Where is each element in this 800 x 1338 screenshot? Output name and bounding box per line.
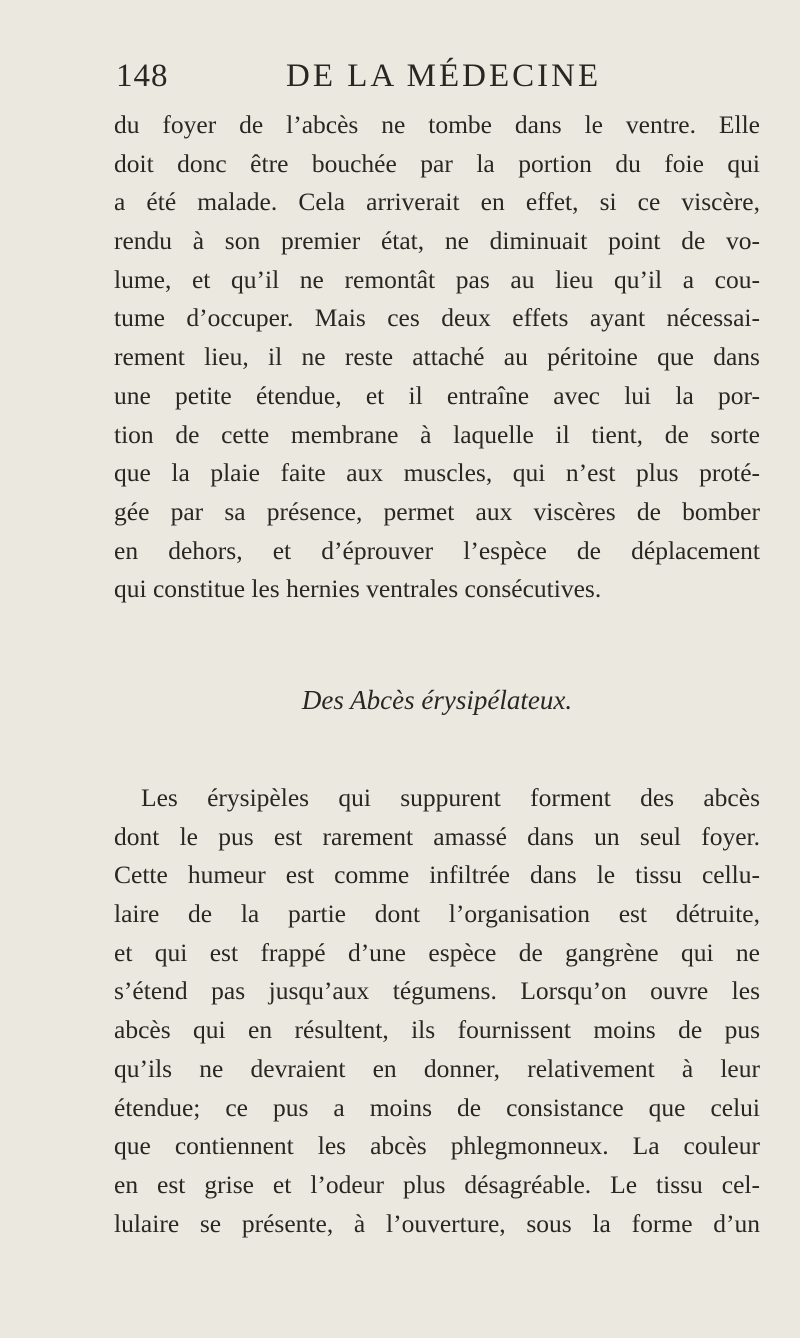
text-line: gée par sa présence, permet aux viscères de bomber [114,496,760,526]
text-line: Cette humeur est comme infiltrée dans le tissu cellu- [114,860,760,890]
text-line: lume, et qu’il ne remontât pas au lieu qu’il a cou- [114,264,760,294]
text-line: qui constitue les hernies ventrales consécutives. [114,574,602,604]
text-line: en dehors, et d’éprouver l’espèce de déplacement [114,535,760,565]
running-title: DE LA MÉDECINE [286,58,602,94]
text-line: lulaire se présente, à l’ouverture, sous la forme d’un [114,1208,760,1238]
text-line: a été malade. Cela arriverait en effet, si ce viscère, [114,187,760,217]
text-line: en est grise et l’odeur plus désagréable. Le tissu cel- [114,1169,760,1199]
text-line: et qui est frappé d’une espèce de gangrène qui ne [114,937,760,967]
text-line: tume d’occuper. Mais ces deux effets ayant nécessai- [114,303,760,333]
text-line: rement lieu, il ne reste attaché au péritoine que dans [114,342,760,372]
text-line: laire de la partie dont l’organisation est détruite, [114,899,760,929]
text-line: dont le pus est rarement amassé dans un seul foyer. [114,821,760,851]
text-line: Les érysipèles qui suppurent forment des abcès [141,783,760,812]
text-line: abcès qui en résultent, ils fournissent moins de pus [114,1015,760,1045]
text-line: que la plaie faite aux muscles, qui n’est plus proté- [114,458,760,488]
text-line: tion de cette membrane à laquelle il tient, de sorte [114,419,760,449]
text-line: qu’ils ne devraient en donner, relativement à leur [114,1053,760,1083]
paragraph-1 [114,106,760,609]
text-line: étendue; ce pus a moins de consistance que celui [114,1092,760,1122]
text-line: que contiennent les abcès phlegmonneux. La couleur [114,1131,760,1161]
text-line: du foyer de l’abcès ne tombe dans le ventre. Elle [114,110,760,139]
page-number: 148 [116,58,169,94]
text-line: une petite étendue, et il entraîne avec lui la por- [114,380,760,410]
text-line: s’étend pas jusqu’aux tégumens. Lorsqu’on ouvre les [114,976,760,1006]
text-line: doit donc être bouchée par la portion du foie qui [114,148,760,178]
text-line: rendu à son premier état, ne diminuait point de vo- [114,226,760,256]
section-heading: Des Abcès érysipélateux. [301,685,573,715]
paragraph-2 [114,779,760,1243]
running-head [116,58,756,102]
